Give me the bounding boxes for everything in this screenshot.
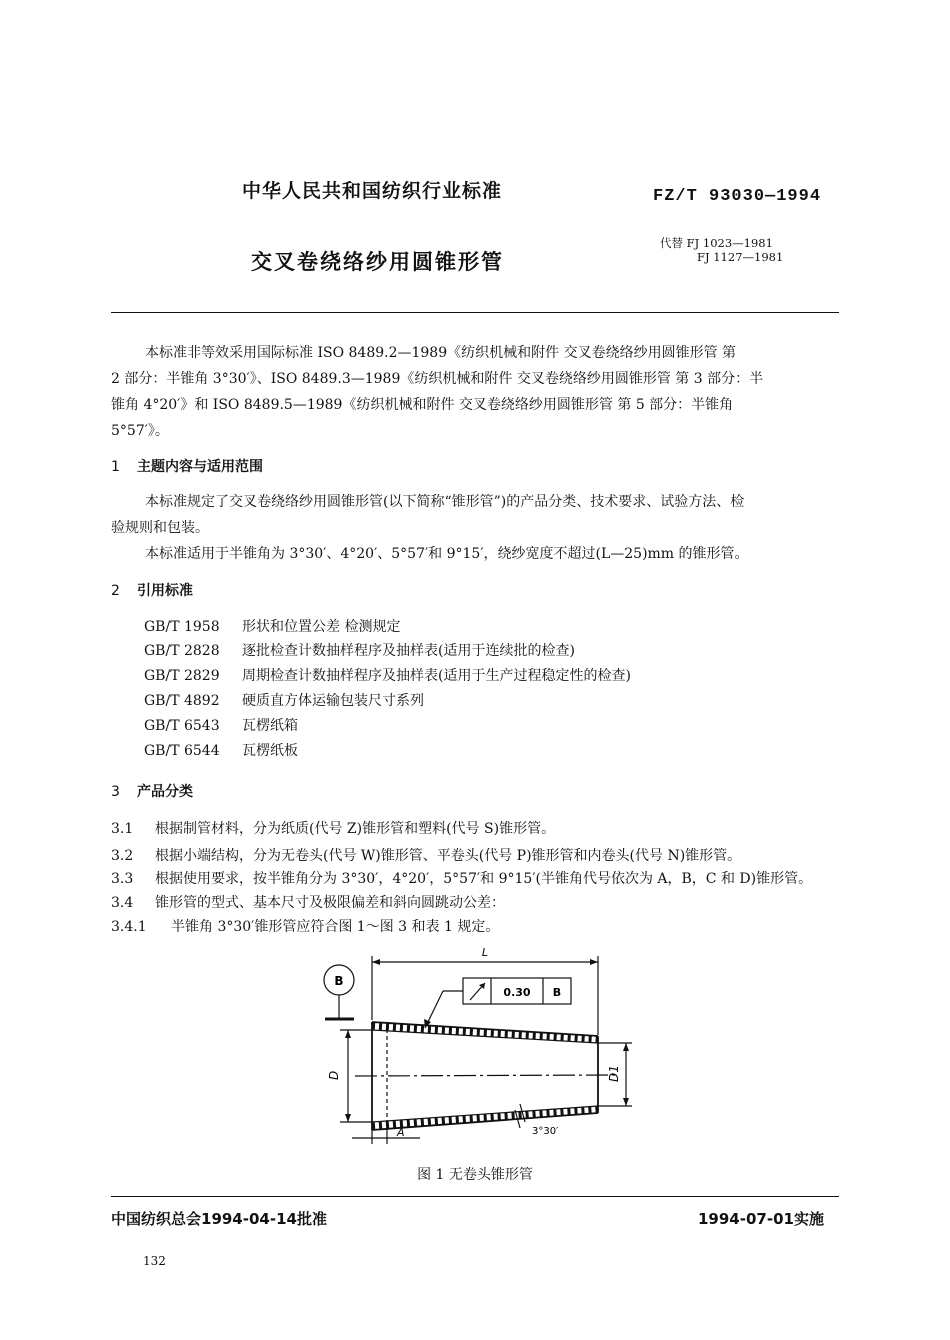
clause-text: 半锥角 3°30′锥形管应符合图 1～图 3 和表 1 规定。 xyxy=(171,919,500,935)
standard-title: 交叉卷绕络纱用圆锥形管 xyxy=(251,250,504,274)
diameter-D1-label: D1 xyxy=(607,1065,621,1082)
replaces-line-1: 代替 FJ 1023—1981 xyxy=(660,236,773,250)
section-1-title: 主题内容与适用范围 xyxy=(137,459,263,475)
reference-title: 硬质直方体运输包装尺寸系列 xyxy=(242,693,424,709)
section-1-para-2: 本标准适用于半锥角为 3°30′、4°20′、5°57′和 9°15′，绕纱宽度不超过(L—25)mm 的锥形管。 xyxy=(145,546,749,562)
foreword-line-2: 2 部分：半锥角 3°30′》、ISO 8489.3—1989《纺织机械和附件 交叉卷绕络纱用圆锥形管 第 3 部分：半 xyxy=(111,371,764,387)
clause-text: 根据使用要求，按半锥角分为 3°30′，4°20′，5°57′和 9°15′(半锥角代号依次为 A，B，C 和 D)锥形管。 xyxy=(155,871,813,887)
center-line xyxy=(355,1075,615,1076)
wall-hatch-bottom xyxy=(372,1110,598,1127)
section-2-title: 引用标准 xyxy=(137,583,193,599)
tolerance-datum: B xyxy=(552,986,562,999)
arrowhead xyxy=(345,1030,351,1038)
clause-number: 3.4.1 xyxy=(111,919,147,935)
reference-title: 逐批检查计数抽样程序及抽样表(适用于连续批的检查) xyxy=(242,643,575,659)
reference-code: GB/T 1958 xyxy=(144,619,220,635)
half-cone-angle-label: 3°30′ xyxy=(532,1126,559,1137)
section-1-number: 1 xyxy=(111,459,120,475)
effective-date: 1994-07-01实施 xyxy=(698,1210,824,1228)
arrowhead xyxy=(623,1098,629,1106)
reference-code: GB/T 4892 xyxy=(144,693,220,709)
reference-code: GB/T 2828 xyxy=(144,643,220,659)
arrowhead xyxy=(345,1114,351,1122)
reference-code: GB/T 6544 xyxy=(144,743,220,759)
reference-code: GB/T 6543 xyxy=(144,718,220,734)
length-label: L xyxy=(481,946,489,959)
foreword-line-1: 本标准非等效采用国际标准 ISO 8489.2—1989《纺织机械和附件 交叉卷绕络纱用圆锥形管 第 xyxy=(145,345,737,361)
datum-label: B xyxy=(334,974,344,988)
foreword-line-4: 5°57′》。 xyxy=(111,423,169,439)
figure-1-caption: 图 1 无卷头锥形管 xyxy=(417,1167,533,1183)
clause-number: 3.1 xyxy=(111,821,134,837)
wall-hatch-top xyxy=(372,1026,598,1040)
reference-title: 瓦楞纸板 xyxy=(242,743,298,759)
arrowhead xyxy=(372,959,380,965)
issuing-country-title: 中华人民共和国纺织行业标准 xyxy=(242,180,503,202)
clause-number: 3.4 xyxy=(111,895,134,911)
replaces-line-2: FJ 1127—1981 xyxy=(697,250,784,264)
foreword-line-3: 锥角 4°20′》和 ISO 8489.5—1989《纺织机械和附件 交叉卷绕络纱用圆锥形管 第 5 部分：半锥角 xyxy=(111,397,734,413)
section-3-number: 3 xyxy=(111,784,120,800)
diameter-D-label: D xyxy=(327,1070,341,1080)
section-3-title: 产品分类 xyxy=(137,784,193,800)
footer-rule xyxy=(111,1196,839,1197)
reference-title: 瓦楞纸箱 xyxy=(242,718,298,734)
arrowhead xyxy=(590,959,598,965)
page-number: 132 xyxy=(143,1254,166,1268)
clause-text: 根据小端结构，分为无卷头(代号 W)锥形管、平卷头(代号 P)锥形管和内卷头(代号 N)锥形管。 xyxy=(155,848,742,864)
section-1-para-1-line-1: 本标准规定了交叉卷绕络纱用圆锥形管(以下简称“锥形管”)的产品分类、技术要求、试验方法、检 xyxy=(145,494,745,510)
tolerance-value: 0.30 xyxy=(503,986,531,999)
reference-title: 周期检查计数抽样程序及抽样表(适用于生产过程稳定性的检查) xyxy=(242,668,631,684)
approval-line: 中国纺织总会1994-04-14批准 xyxy=(111,1210,327,1228)
clause-number: 3.3 xyxy=(111,871,134,887)
reference-code: GB/T 2829 xyxy=(144,668,220,684)
section-2-number: 2 xyxy=(111,583,120,599)
arrowhead xyxy=(623,1043,629,1051)
section-1-para-1-line-2: 验规则和包装。 xyxy=(111,520,209,536)
offset-label: A xyxy=(397,1126,405,1139)
reference-title: 形状和位置公差 检测规定 xyxy=(242,619,401,635)
clause-number: 3.2 xyxy=(111,848,134,864)
clause-text: 锥形管的型式、基本尺寸及极限偏差和斜向圆跳动公差： xyxy=(155,895,505,911)
standard-code: FZ/T 93030—1994 xyxy=(653,187,822,206)
clause-text: 根据制管材料，分为纸质(代号 Z)锥形管和塑料(代号 S)锥形管。 xyxy=(155,821,556,837)
